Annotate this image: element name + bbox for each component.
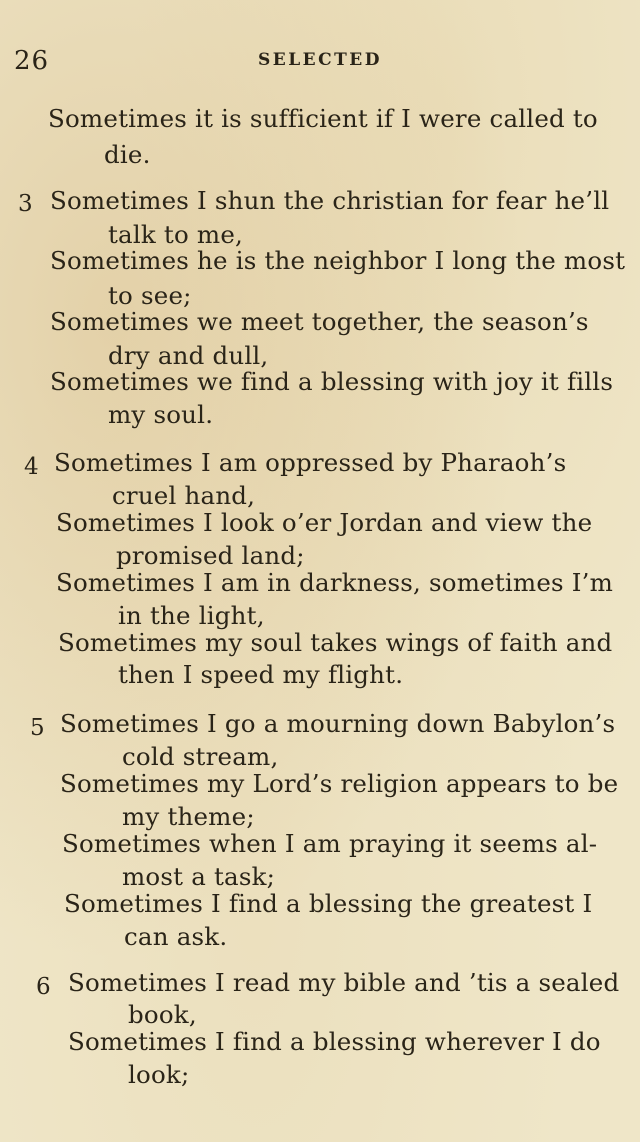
verse-line-continuation: cold stream,	[122, 742, 279, 771]
verse-line-continuation: in the light,	[118, 601, 265, 630]
page-number: 26	[14, 46, 50, 76]
verse-line: Sometimes my Lord’s religion appears to be	[60, 769, 619, 798]
verse-line-continuation: cruel hand,	[112, 481, 256, 510]
verse-line-continuation: my soul.	[108, 400, 214, 429]
verse-line-continuation: to see;	[108, 281, 192, 310]
verse-line: Sometimes we meet together, the season’s	[50, 307, 589, 336]
verse-line: Sometimes I find a blessing the greatest I	[64, 889, 593, 918]
verse-line-continuation: then I speed my flight.	[118, 660, 404, 689]
verse-line: Sometimes I am in darkness, sometimes I’m	[56, 568, 614, 597]
running-head: SELECTED	[257, 50, 383, 70]
verse-number: 4	[24, 454, 39, 480]
verse-line: Sometimes I go a mourning down Babylon’s	[60, 709, 616, 738]
verse-line: Sometimes it is sufficient if I were called to	[48, 104, 598, 133]
verse-line-continuation: promised land;	[116, 541, 305, 570]
verse-line: Sometimes we find a blessing with joy it fills	[50, 367, 614, 396]
verse-line-continuation: die.	[104, 140, 151, 169]
verse-number: 6	[36, 974, 51, 1000]
verse-line-continuation: book,	[128, 1000, 197, 1029]
verse-line-continuation: can ask.	[124, 922, 228, 951]
verse-line: Sometimes I am oppressed by Pharaoh’s	[54, 448, 567, 477]
verse-line: Sometimes my soul takes wings of faith and	[58, 628, 613, 657]
verse-line-continuation: look;	[128, 1060, 190, 1089]
verse-line-continuation: talk to me,	[108, 220, 244, 249]
verse-line: Sometimes when I am praying it seems al-	[62, 829, 598, 858]
verse-line: Sometimes I read my bible and ’tis a sealed	[68, 968, 620, 997]
verse-line-continuation: my theme;	[122, 802, 255, 831]
verse-line: Sometimes he is the neighbor I long the most	[50, 246, 626, 275]
verse-line: Sometimes I shun the christian for fear he’ll	[50, 186, 610, 215]
verse-line-continuation: most a task;	[122, 862, 276, 891]
verse-line: Sometimes I look o’er Jordan and view the	[56, 508, 593, 537]
verse-number: 3	[18, 191, 33, 217]
verse-line-continuation: dry and dull,	[108, 341, 269, 370]
verse-line: Sometimes I find a blessing wherever I do	[68, 1027, 601, 1056]
verse-number: 5	[30, 715, 45, 741]
